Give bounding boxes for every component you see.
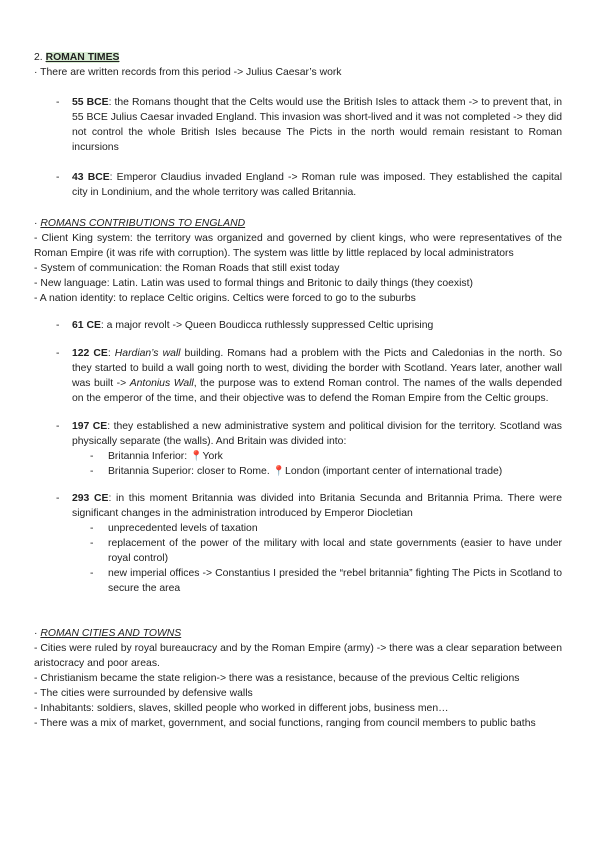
date-text: : they established a new administrative system and political division for the territory. Scotland was physically separate (the walls). And Britain was divided into: [72, 421, 562, 447]
date-entry-197ce: - 197 CE: they established a new administrative system and political division for the territory. Scotland was physically separate (the walls). And Britain was divided into: - Britannia Inferior: 📍York - Britannia Superior: closer to Rome. 📍London (important center of international trade) [56, 421, 562, 477]
date-label: 197 CE [72, 421, 108, 432]
list-item: - new imperial offices -> Constantius I presided the “rebel britannia” fighting The Picts in Scotland to secure the area [90, 568, 562, 594]
date-entry-293ce: - 293 CE: in this moment Britannia was divided into Britania Secunda and Britannia Prima. There were significant changes in the administration introduced by Emperor Diocletian - unprecedented levels of taxation - replacement of the power of the military with local and state governments (easier to have under royal control) - new imperial offices -> Constantius I presided the “rebel britannia” fighting The Picts in Scotland to secure the area [56, 493, 562, 594]
date-label: 122 CE [72, 348, 108, 359]
date-label: 61 CE [72, 320, 101, 331]
contributions-heading: · ROMANS CONTRIBUTIONS TO ENGLAND [34, 218, 246, 229]
section-title: ROMAN TIMES [45, 52, 120, 63]
antonius-wall-term: Antonius Wall [129, 378, 194, 389]
date-text: : the Romans thought that the Celts would use the British Isles to attack them -> to prevent that, in 55 BCE Julius Caesar invaded England. This invasion was short-lived and it was not completed -> they did not control the whole British Isles because The Picts in the north would remain resistant to Roman incursions [72, 97, 562, 153]
cities-title: ROMAN CITIES AND TOWNS [40, 628, 182, 639]
section-heading [34, 50, 562, 65]
hadrians-wall-term: Hardian’s wall [114, 348, 181, 359]
contribution-line: - New language: Latin. Latin was used to formal things and Britonic to daily things (they coexist) [34, 278, 473, 289]
date-label: 293 CE [72, 493, 109, 504]
contribution-line: - System of communication: the Roman Roads that still exist today [34, 263, 340, 274]
section-number: 2. [34, 52, 46, 63]
date-entry-55bce: - 55 BCE: the Romans thought that the Celts would use the British Isles to attack them -> to prevent that, in 55 BCE Julius Caesar invaded England. This invasion was short-lived and it was not completed -> they did not control the whole British Isles because The Picts in the north would remain resistant to Roman incursions [56, 97, 562, 153]
contribution-line: - A nation identity: to replace Celtic origins. Celtics were forced to go to the suburbs [34, 293, 416, 304]
cities-heading: · ROMAN CITIES AND TOWNS [34, 628, 182, 639]
date-entry-43bce: - 43 BCE: Emperor Claudius invaded England -> Roman rule was imposed. They established the capital city in Londinium, and the whole territory was called Britannia. [56, 172, 563, 198]
date-label: 43 BCE [72, 172, 110, 183]
list-item: - Britannia Inferior: 📍York [90, 451, 223, 462]
date-text: : Emperor Claudius invaded England -> Roman rule was imposed. They established the capital city in Londinium, and the whole territory was called Britannia. [72, 172, 563, 198]
date-label: 55 BCE [72, 97, 109, 108]
contributions-title: ROMANS CONTRIBUTIONS TO ENGLAND [40, 218, 246, 229]
date-entry-61ce: - 61 CE: a major revolt -> Queen Boudicca ruthlessly suppressed Celtic uprising [56, 320, 434, 331]
list-item: - Britannia Superior: closer to Rome. 📍London (important center of international trade) [90, 466, 503, 477]
contribution-line: - Client King system: the territory was organized and governed by client kings, who were representatives of the Roman Empire (it was rife with corruption). The system was little by little replaced by local administrators [34, 233, 562, 259]
division-list [72, 449, 562, 479]
date-text: : a major revolt -> Queen Boudicca ruthlessly suppressed Celtic uprising [100, 320, 434, 331]
location-pin-icon: 📍 [272, 466, 286, 477]
cities-line: - There was a mix of market, government, and social functions, ranging from council members to public baths [34, 718, 536, 729]
location-pin-icon: 📍 [190, 451, 203, 462]
document-page [34, 50, 562, 731]
list-item: - replacement of the power of the military with local and state governments (easier to have under royal control) [90, 538, 562, 564]
cities-line: - Cities were ruled by royal bureaucracy and by the Roman Empire (army) -> there was a clear separation between aristocracy and poor areas. [34, 643, 562, 669]
intro-line: · There are written records from this period -> Julius Caesar’s work [34, 67, 342, 78]
list-item: - unprecedented levels of taxation [90, 523, 258, 534]
date-entry-122ce: - 122 CE: Hardian’s wall building. Romans had a problem with the Picts and Caledonias in the north. So they started to build a wall going north to west, dividing the border with Scotland. Years later, another wall was built -> Antonius Wall, the purpose was to extend Roman control. The names of the walls depended on the emperor of the time, and their objective was to defend the Roman Empire from the Celtic groups. [56, 348, 562, 404]
cities-line: - The cities were surrounded by defensive walls [34, 688, 253, 699]
changes-list [72, 521, 562, 596]
cities-line: - Christianism became the state religion-> there was a resistance, because of the previous Celtic religions [34, 673, 520, 684]
date-text: : in this moment Britannia was divided into Britania Secunda and Britannia Prima. There were significant changes in the administration introduced by Emperor Diocletian [72, 493, 562, 519]
cities-line: - Inhabitants: soldiers, slaves, skilled people who worked in different jobs, business men… [34, 703, 449, 714]
